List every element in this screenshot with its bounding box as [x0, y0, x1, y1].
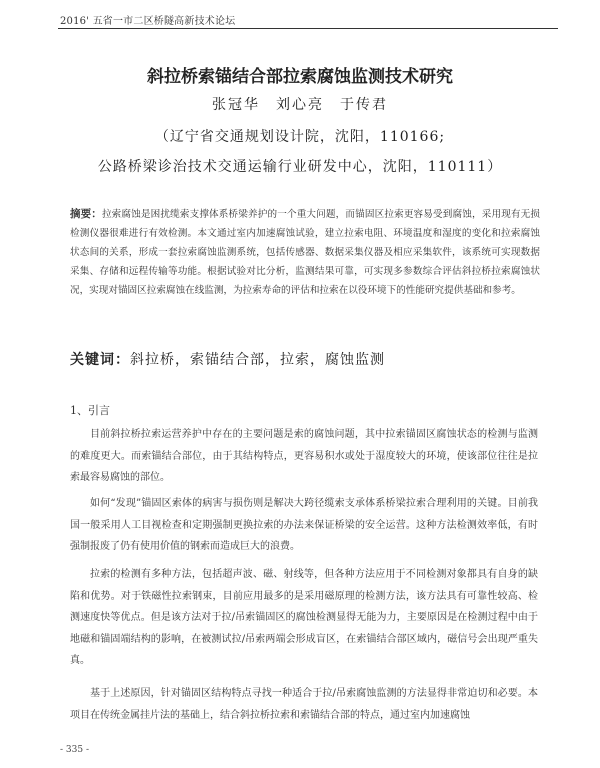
keywords-text: 斜拉桥，索锚结合部，拉索，腐蚀监测 — [130, 352, 385, 368]
header-divider — [58, 28, 558, 29]
abstract — [70, 205, 540, 300]
affiliation-1: （辽宁省交通规划设计院，沈阳，110166; — [154, 129, 446, 145]
affiliation-2: 公路桥梁诊治技术交通运输行业研发中心，沈阳，110111） — [97, 159, 503, 175]
abstract-label: 摘要： — [70, 208, 102, 220]
body-paragraph-3: 拉索的检测有多种方法，包括超声波、磁、射线等，但各种方法应用于不同检测对象都具有自身的缺陷和优势。对于铁磁性拉索钢束，目前应用最多的是采用磁原理的检测方法，该方法具有可靠性较高、检测速度快等优点。但是该方法对于拉/吊索锚固区的腐蚀检测显得无能为力，主要原因是在检测过程中由于地磁和锚固端结构的影响，在被测试拉/吊索两端会形成盲区，在索锚结合部区域内，磁信号会出现严重失真。 — [70, 569, 538, 666]
page-number: - 335 - — [60, 745, 89, 755]
body-paragraph-2: 如何“发现”锚固区索体的病害与损伤则是解决大跨径缆索支承体系桥梁拉索合理利用的关键。目前我国一般采用人工目视检查和定期强制更换拉索的办法来保证桥梁的安全运营。这种方法检测效率低，有时强制报废了仍有使用价值的钢索而造成巨大的浪费。 — [70, 498, 538, 552]
body-paragraph-1: 目前斜拉桥拉索运营养护中存在的主要问题是索的腐蚀问题，其中拉索锚固区腐蚀状态的检测与监测的难度更大。而索锚结合部位，由于其结构特点，更容易积水或处于湿度较大的环境，使该部位往往是拉索最容易腐蚀的部位。 — [70, 429, 538, 483]
paper-title: 斜拉桥索锚结合部拉索腐蚀监测技术研究 — [147, 67, 453, 87]
running-header: 2016' 五省一市二区桥隧高新技术论坛 — [60, 16, 236, 27]
abstract-text: 拉索腐蚀是困扰缆索支撑体系桥梁养护的一个重大问题，而锚固区拉索更容易受到腐蚀，采用现有无损检测仪器很难进行有效检测。本文通过室内加速腐蚀试验，建立拉索电阻、环境温度和湿度的变化和拉索腐蚀状态间的关系，形成一套拉索腐蚀监测系统，包括传感器、数据采集仪器及相应采集软件，该系统可实现数据采集、存储和远程传输等功能。根据试验对比分析，监测结果可靠，可实现多参数综合评估斜拉桥拉索腐蚀状况，实现对锚固区拉索腐蚀在线监测，为拉索寿命的评估和拉索在以役环境下的性能研究提供基础和参考。 — [70, 209, 541, 296]
body-paragraph-4: 基于上述原因，针对锚固区结构特点寻找一种适合于拉/吊索腐蚀监测的方法显得非常迫切和必要。本项目在传统金属挂片法的基础上，结合斜拉桥拉索和索锚结合部的特点，通过室内加速腐蚀 — [70, 688, 538, 721]
keywords-label: 关键词： — [70, 352, 130, 368]
section-heading-introduction: 1、引言 — [70, 404, 110, 417]
paper-authors: 张冠华 刘心亮 于传君 — [212, 97, 388, 113]
keywords — [70, 349, 550, 369]
